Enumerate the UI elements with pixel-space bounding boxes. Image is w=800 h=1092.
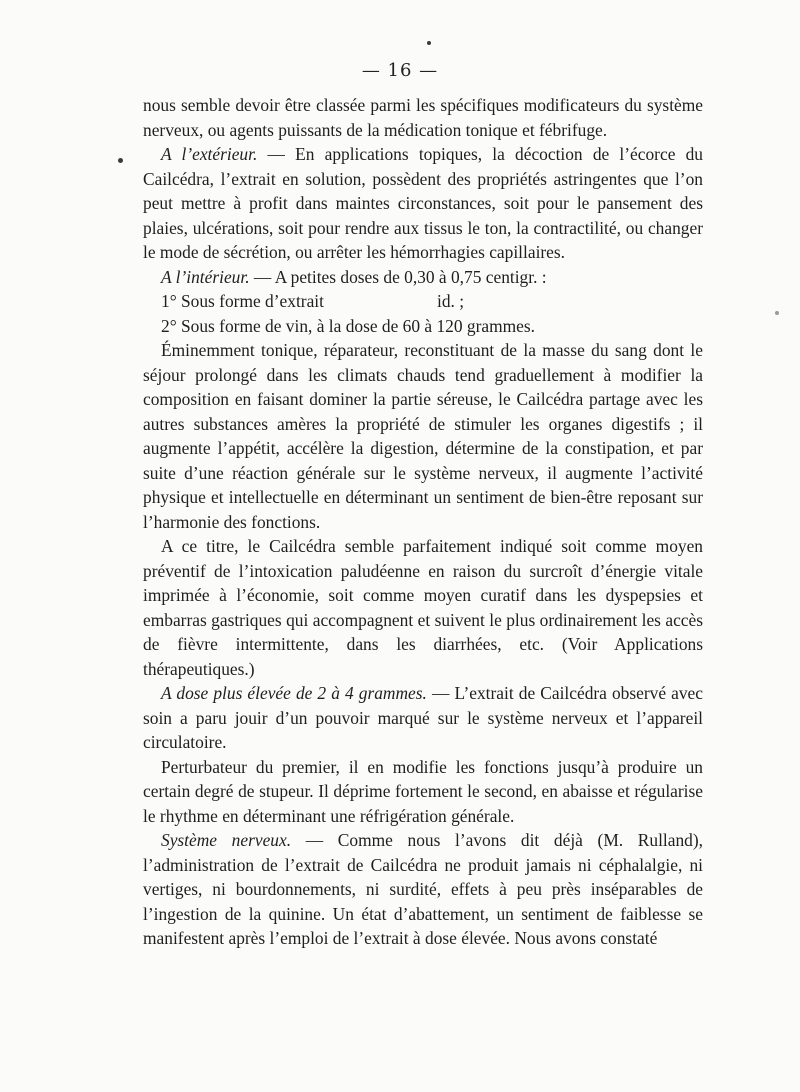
section-lead: A l’extérieur. — [161, 144, 258, 164]
paragraph-systeme-nerveux — [143, 828, 703, 951]
section-lead: Système nerveux. — [161, 830, 292, 850]
paragraph-tonique — [143, 338, 703, 534]
list-item-text: 2° Sous forme de vin, à la dose de 60 à 120 grammes. — [161, 315, 536, 336]
paragraph-dose-elevee — [143, 681, 703, 755]
list-item-text: 1° Sous forme d’extrait id. ; — [161, 291, 465, 311]
list-item-extrait — [143, 289, 703, 314]
paragraph-text: Perturbateur du premier, il en modifie les fonctions jusqu’à produire un certain degré de stupeur. Il déprime fortement le second, en abaisse et régularise le rhythme en déterminant une réfrigération générale. — [143, 756, 703, 826]
ink-dot-top — [427, 41, 431, 45]
ink-dot-left — [118, 158, 123, 163]
paragraph-text: nous semble devoir être classée parmi les spécifiques modificateurs du système nerveux, ou agents puissants de la médication tonique et fébrifuge. — [143, 95, 703, 140]
paragraph-interieur — [143, 265, 703, 290]
page-number: — 16 — — [361, 60, 439, 81]
ink-dot-right — [775, 311, 779, 315]
list-item-vin — [143, 314, 703, 339]
paragraph-intro — [143, 93, 703, 142]
paragraph-text: — A petites doses de 0,30 à 0,75 centigr. : — [249, 266, 547, 287]
paragraph-ce-titre — [143, 534, 703, 681]
paragraph-text: Éminemment tonique, réparateur, reconstituant de la masse du sang dont le séjour prolongé dans les climats chauds tend graduellement à modifier la composition en faisant dominer la partie séreuse, le Cailcédra partage avec les autres substances amères la propriété de stimuler les organes digestifs ; il augmente l’appétit, accélère la digestion, détermine de la constipation, et par suite d’une réaction générale sur le système nerveux, il augmente l’activité physique et intellectuelle en déterminant un sentiment de bien-être reposant sur l’harmonie des fonctions. — [143, 340, 703, 532]
section-lead: A l’intérieur. — [161, 266, 250, 287]
paragraph-text: A ce titre, le Cailcédra semble parfaitement indiqué soit comme moyen préventif de l’intoxication paludéenne en raison du surcroît d’énergie vitale imprimée à l’économie, soit comme moyen curatif dans les dyspepsies et embarras gastriques qui accompagnent et suivent le plus ordinairement les accès de fièvre intermittente, dans les diarrhées, etc. (Voir Applications thérapeutiques.) — [143, 536, 703, 679]
paragraph-exterieur — [143, 142, 703, 265]
paragraph-text: — Comme nous l’avons dit déjà (M. Rulland), l’administration de l’extrait de Cailcédra ne produit jamais ni céphalalgie, ni vertiges, ni bourdonnements, ni surdité, effets à peu près inséparables de l’ingestion de la quinine. Un état d’abattement, un sentiment de faiblesse se manifestent après l’emploi de l’extrait à dose élevée. Nous avons constaté — [143, 830, 703, 948]
paragraph-perturbateur — [143, 755, 703, 829]
section-lead: A dose plus élevée de 2 à 4 grammes. — [161, 683, 427, 703]
body-text — [143, 93, 703, 951]
paragraph-text: — L’extrait de Cailcédra observé avec soin a paru jouir d’un pouvoir marqué sur le système nerveux et l’appareil circulatoire. — [143, 683, 703, 752]
paragraph-text: — En applications topiques, la décoction de l’écorce du Cailcédra, l’extrait en solution, possèdent des propriétés astringentes que l’on peut mettre à profit dans maintes circonstances, soit pour le pansement des plaies, ulcérations, soit pour rendre aux tissus le ton, la contractilité, ou changer le mode de sécrétion, ou arrêter les hémorrhagies capillaires. — [143, 144, 703, 262]
